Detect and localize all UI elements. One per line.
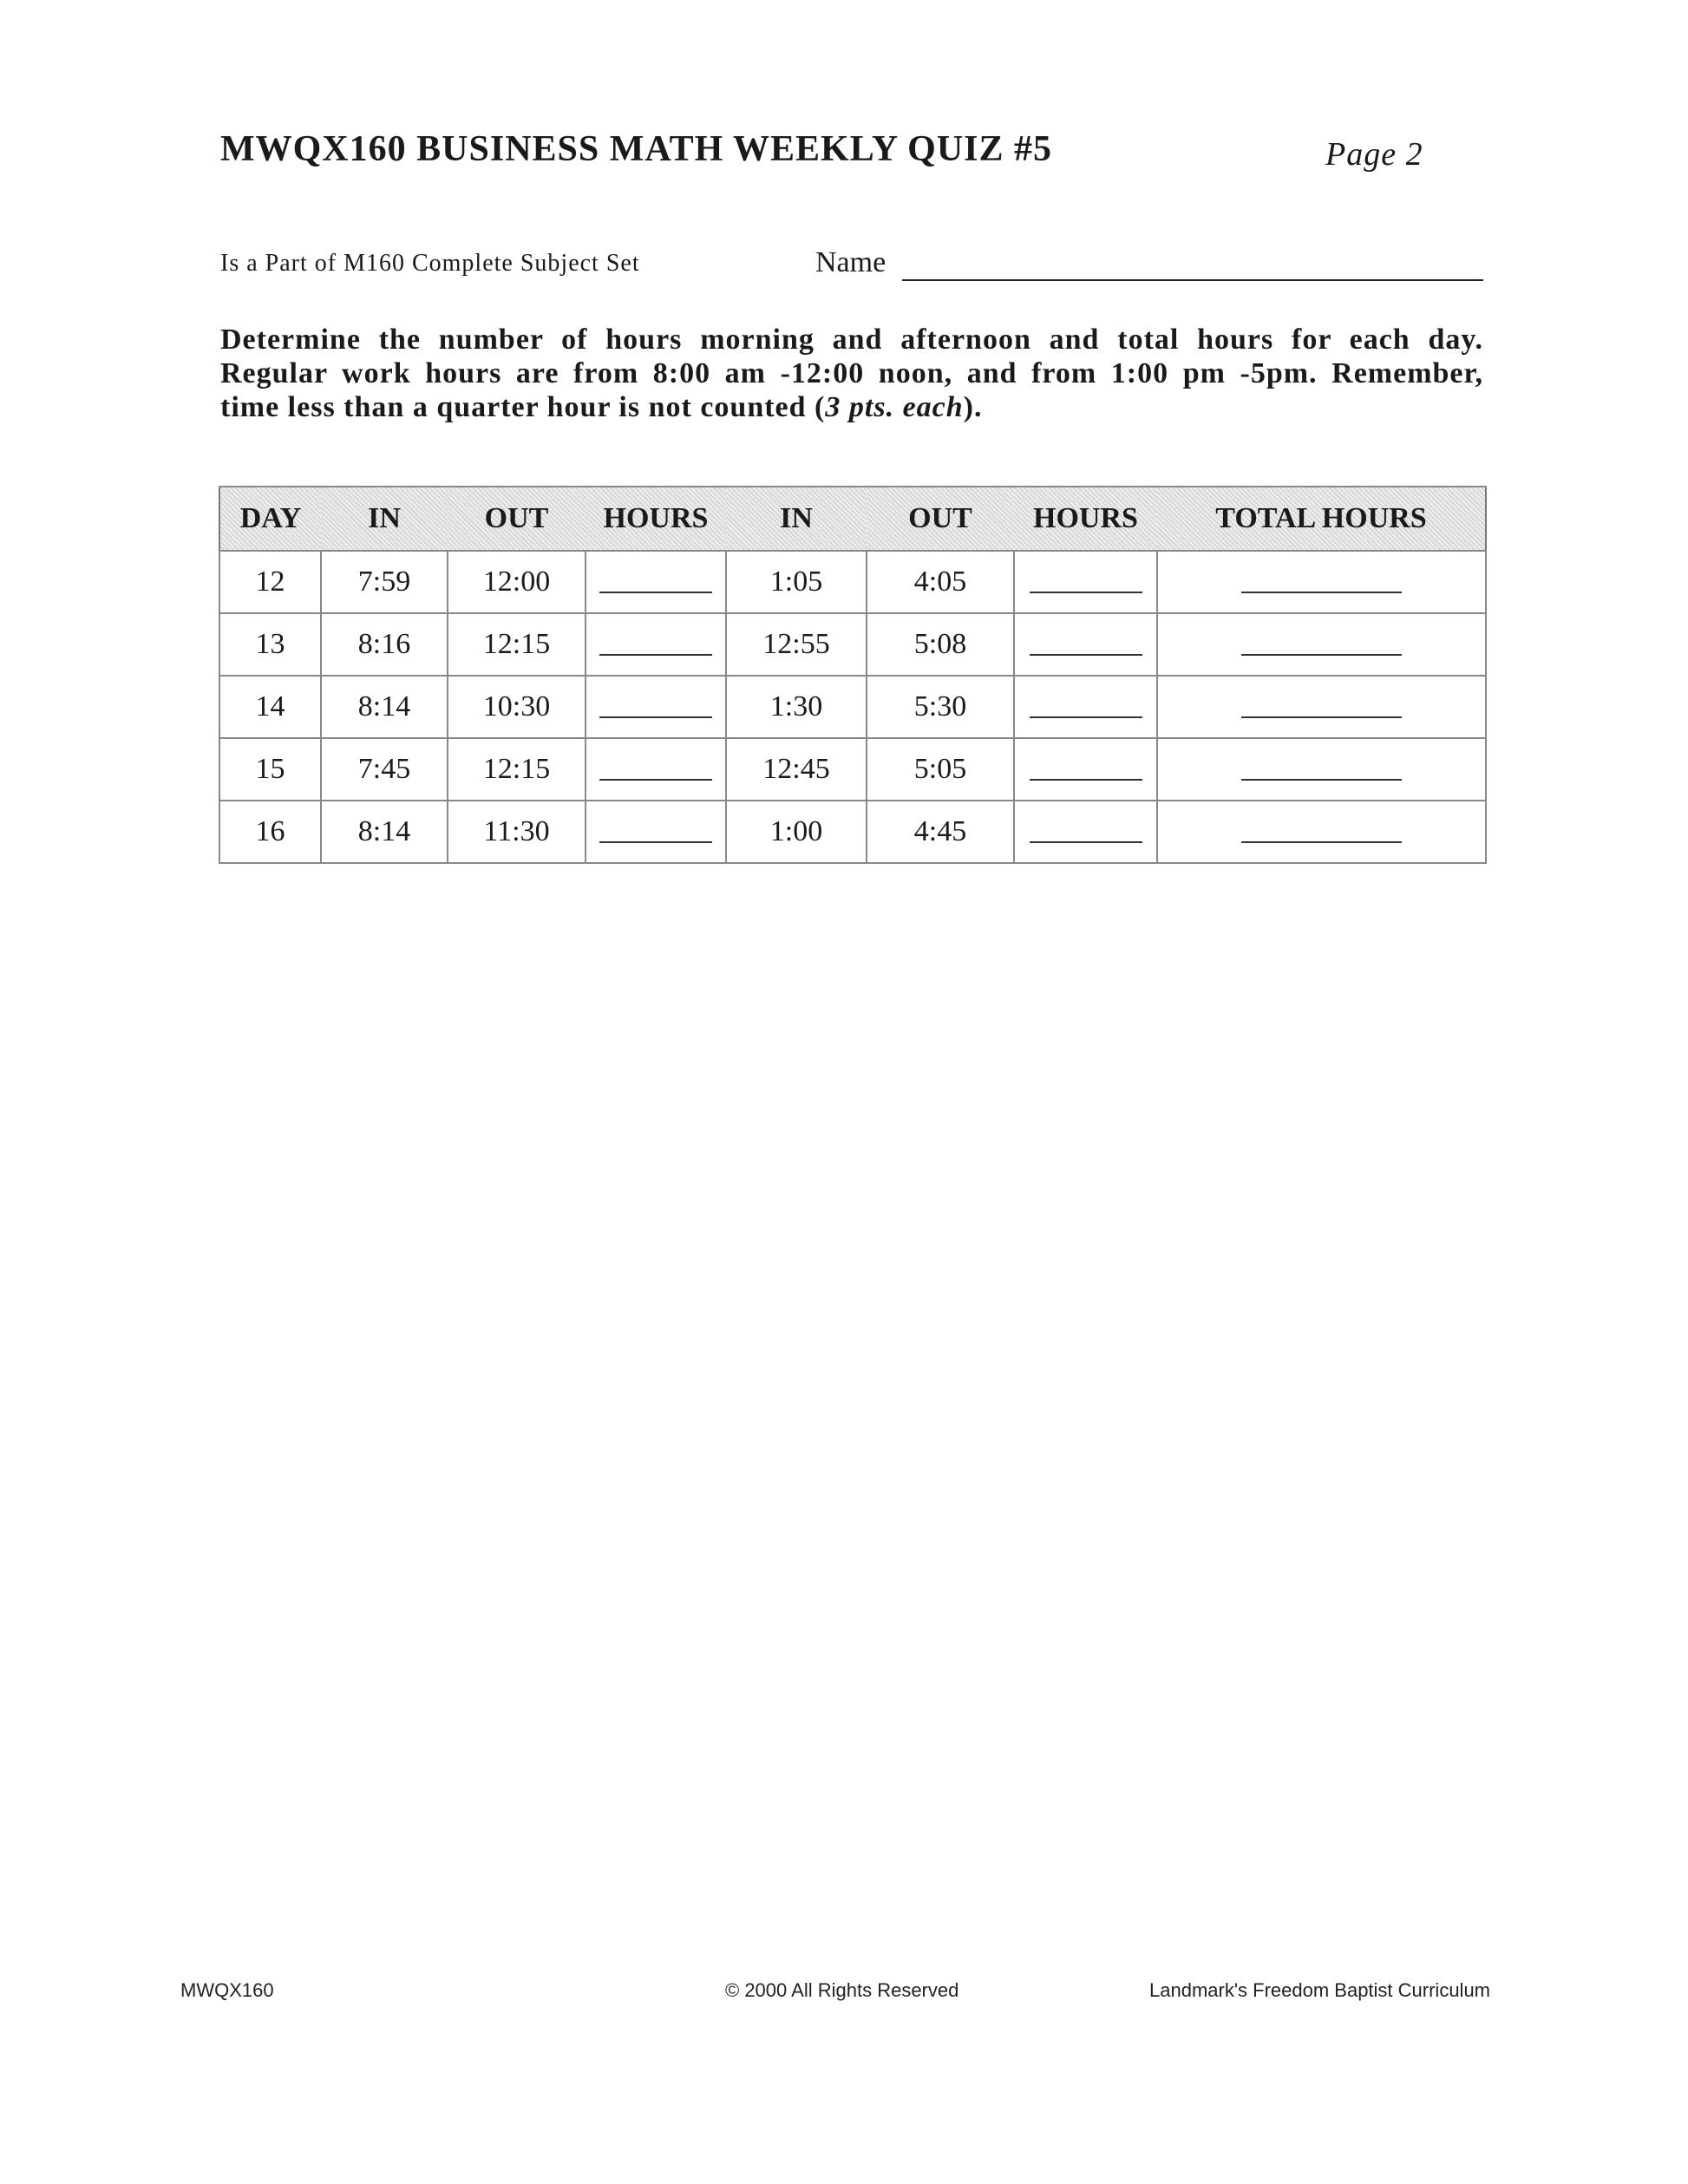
- answer-blank[interactable]: [1030, 592, 1142, 593]
- out-morning-cell: 12:15: [448, 613, 586, 676]
- timecard-table: [219, 486, 1487, 864]
- answer-blank[interactable]: [599, 779, 712, 781]
- table-row: [219, 676, 1486, 738]
- hours-morning-answer[interactable]: [586, 801, 726, 863]
- day-cell: 13: [219, 613, 321, 676]
- answer-blank[interactable]: [599, 592, 712, 593]
- in-afternoon-cell: 12:55: [726, 613, 867, 676]
- answer-blank[interactable]: [1030, 654, 1142, 656]
- table-row: [219, 801, 1486, 863]
- header-out-morning: OUT: [448, 487, 586, 551]
- hours-afternoon-answer[interactable]: [1014, 613, 1157, 676]
- table-header-row: [219, 487, 1486, 551]
- header-hours-afternoon: HOURS: [1014, 487, 1157, 551]
- header-day: DAY: [219, 487, 321, 551]
- answer-blank[interactable]: [1241, 654, 1402, 656]
- total-hours-answer[interactable]: [1157, 613, 1486, 676]
- hours-afternoon-answer[interactable]: [1014, 551, 1157, 613]
- in-morning-cell: 8:14: [321, 676, 448, 738]
- hours-morning-answer[interactable]: [586, 613, 726, 676]
- header-total-hours: TOTAL HOURS: [1157, 487, 1486, 551]
- in-afternoon-cell: 12:45: [726, 738, 867, 801]
- day-cell: 12: [219, 551, 321, 613]
- in-afternoon-cell: 1:00: [726, 801, 867, 863]
- hours-morning-answer[interactable]: [586, 738, 726, 801]
- in-morning-cell: 7:45: [321, 738, 448, 801]
- out-afternoon-cell: 5:05: [867, 738, 1014, 801]
- out-afternoon-cell: 4:45: [867, 801, 1014, 863]
- footer-copyright: © 2000 All Rights Reserved: [725, 1979, 959, 2001]
- out-morning-cell: 12:00: [448, 551, 586, 613]
- table-row: [219, 551, 1486, 613]
- name-label: Name: [815, 246, 887, 278]
- in-morning-cell: 8:14: [321, 801, 448, 863]
- day-cell: 16: [219, 801, 321, 863]
- header-in-afternoon: IN: [726, 487, 867, 551]
- hours-afternoon-answer[interactable]: [1014, 738, 1157, 801]
- instructions-line-3: time less than a quarter hour is not counted (3 pts. each).: [220, 391, 983, 423]
- out-afternoon-cell: 5:30: [867, 676, 1014, 738]
- in-morning-cell: 7:59: [321, 551, 448, 613]
- points-note: 3 pts. each: [825, 391, 964, 423]
- out-afternoon-cell: 4:05: [867, 551, 1014, 613]
- answer-blank[interactable]: [1241, 592, 1402, 593]
- hours-morning-answer[interactable]: [586, 676, 726, 738]
- answer-blank[interactable]: [599, 841, 712, 843]
- total-hours-answer[interactable]: [1157, 801, 1486, 863]
- out-afternoon-cell: 5:08: [867, 613, 1014, 676]
- hours-afternoon-answer[interactable]: [1014, 801, 1157, 863]
- answer-blank[interactable]: [1241, 779, 1402, 781]
- hours-morning-answer[interactable]: [586, 551, 726, 613]
- total-hours-answer[interactable]: [1157, 676, 1486, 738]
- header-hours-morning: HOURS: [586, 487, 726, 551]
- out-morning-cell: 10:30: [448, 676, 586, 738]
- header-out-afternoon: OUT: [867, 487, 1014, 551]
- day-cell: 14: [219, 676, 321, 738]
- subject-set-note: Is a Part of M160 Complete Subject Set: [220, 250, 640, 277]
- name-field[interactable]: [902, 279, 1483, 281]
- table-row: [219, 738, 1486, 801]
- answer-blank[interactable]: [1030, 841, 1142, 843]
- day-cell: 15: [219, 738, 321, 801]
- total-hours-answer[interactable]: [1157, 738, 1486, 801]
- table-row: [219, 613, 1486, 676]
- instructions: [220, 323, 1483, 424]
- answer-blank[interactable]: [1241, 841, 1402, 843]
- in-afternoon-cell: 1:30: [726, 676, 867, 738]
- footer-publisher: Landmark's Freedom Baptist Curriculum: [1149, 1979, 1491, 2001]
- footer-course-code: MWQX160: [180, 1979, 274, 2001]
- instructions-line-1: Determine the number of hours morning and afternoon and total hours for each day.: [220, 324, 1483, 356]
- answer-blank[interactable]: [1030, 716, 1142, 718]
- in-afternoon-cell: 1:05: [726, 551, 867, 613]
- hours-afternoon-answer[interactable]: [1014, 676, 1157, 738]
- total-hours-answer[interactable]: [1157, 551, 1486, 613]
- answer-blank[interactable]: [599, 716, 712, 718]
- instructions-line-2: Regular work hours are from 8:00 am -12:00 noon, and from 1:00 pm -5pm. Remember,: [220, 357, 1483, 389]
- out-morning-cell: 12:15: [448, 738, 586, 801]
- quiz-title: MWQX160 BUSINESS MATH WEEKLY QUIZ #5: [220, 129, 1053, 169]
- out-morning-cell: 11:30: [448, 801, 586, 863]
- answer-blank[interactable]: [599, 654, 712, 656]
- in-morning-cell: 8:16: [321, 613, 448, 676]
- answer-blank[interactable]: [1241, 716, 1402, 718]
- page-number: Page 2: [1325, 136, 1423, 173]
- answer-blank[interactable]: [1030, 779, 1142, 781]
- header-in-morning: IN: [321, 487, 448, 551]
